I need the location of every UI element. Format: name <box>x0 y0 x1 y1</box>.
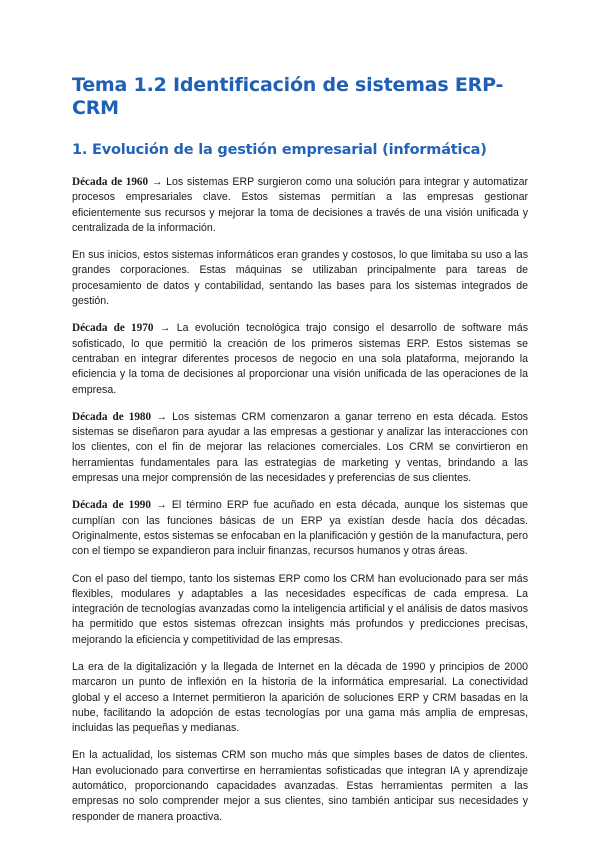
paragraph-text: → El término ERP fue acuñado en esta década, aunque los sistemas que cumplían con las funciones básicas de un ERP ya existían desde hacía dos décadas. Originalmente, estos sistemas se enfocaban en la planificación y gestión de la manufactura, pero con el tiempo se expandieron para incluir finanzas, recursos humanos y otras áreas. <box>72 499 529 558</box>
section-title: 1. Evolución de la gestión empresarial (informática) <box>72 141 487 158</box>
paragraph-text: En sus inicios, estos sistemas informáticos eran grandes y costosos, lo que limitaba su uso a las grandes corporaciones. Estas máquinas se utilizaban principalmente para tareas de procesamiento de datos y contabilidad, sentando las bases para los sistemas integrados de gestión. <box>72 249 528 308</box>
paragraph-evolution <box>72 572 528 648</box>
paragraph-lead: Década de 1970 <box>72 322 154 335</box>
paragraph-1970 <box>72 321 528 397</box>
paragraph-1980 <box>72 410 528 486</box>
paragraph-lead: Década de 1960 <box>72 175 149 188</box>
paragraph-text: Con el paso del tiempo, tanto los sistemas ERP como los CRM han evolucionado para ser más flexibles, modulares y adaptables a las necesidades específicas de cada empresa. La integración de tecnologías avanzadas como la inteligencia artificial y el análisis de datos masivos ha permitido que estos sistemas ofrezcan insights más profundos y predicciones precisas, mejorando la eficiencia y competitividad de las empresas. <box>72 572 528 646</box>
paragraph-1960 <box>72 175 528 236</box>
page-title: Tema 1.2 Identificación de sistemas ERP-CRM <box>72 74 504 119</box>
paragraph-current <box>72 748 528 824</box>
paragraph-lead: Década de 1980 <box>72 410 152 423</box>
paragraph-text: → La evolución tecnológica trajo consigo el desarrollo de software más sofisticado, lo que permitió la creación de los primeros sistemas ERP. Estos sistemas se centraban en integrar diferentes procesos de negocio en una sola plataforma, mejorando la eficiencia y la toma de decisiones al proporcionar una visión unificada de las operaciones de la empresa. <box>72 322 528 396</box>
paragraph-lead: Década de 1990 <box>72 499 151 512</box>
paragraph-text: → Los sistemas ERP surgieron como una solución para integrar y automatizar procesos empresariales clave. Estos sistemas permitían a las empresas gestionar eficientemente sus recursos y mejorar la toma de decisiones a través de una visión unificada y centralizada de la información. <box>72 175 529 234</box>
paragraph-text: → Los sistemas CRM comenzaron a ganar terreno en esta década. Estos sistemas se diseñaron para ayudar a las empresas a gestionar y analizar las interacciones con los clientes, con el fin de mejorar las relaciones comerciales. Los CRM se convirtieron en herramientas fundamentales para las estrategias de marketing y ventas, brindando a las empresas una mejor comprensión de las necesidades y preferencias de sus clientes. <box>72 410 529 485</box>
paragraph-digitalization <box>72 660 528 736</box>
paragraph-1990 <box>72 498 528 559</box>
paragraph-origins <box>72 248 528 309</box>
paragraph-text: En la actualidad, los sistemas CRM son mucho más que simples bases de datos de clientes. Han evolucionado para convertirse en herramientas sofisticadas que integran IA y aprendizaje automático, proporcionando capacidades avanzadas. Estas herramientas permiten a las empresas no solo comprender mejor a sus clientes, sino también anticipar sus necesidades y responder de manera proactiva. <box>72 749 528 823</box>
paragraph-text: La era de la digitalización y la llegada de Internet en la década de 1990 y principios de 2000 marcaron un punto de inflexión en la historia de la informática empresarial. La conectividad global y el acceso a Internet permitieron la aparición de soluciones ERP y CRM basadas en la nube, facilitando la adopción de estas tecnologías por una gama más amplia de empresas, incluidas las pequeñas y medianas. <box>72 661 528 735</box>
